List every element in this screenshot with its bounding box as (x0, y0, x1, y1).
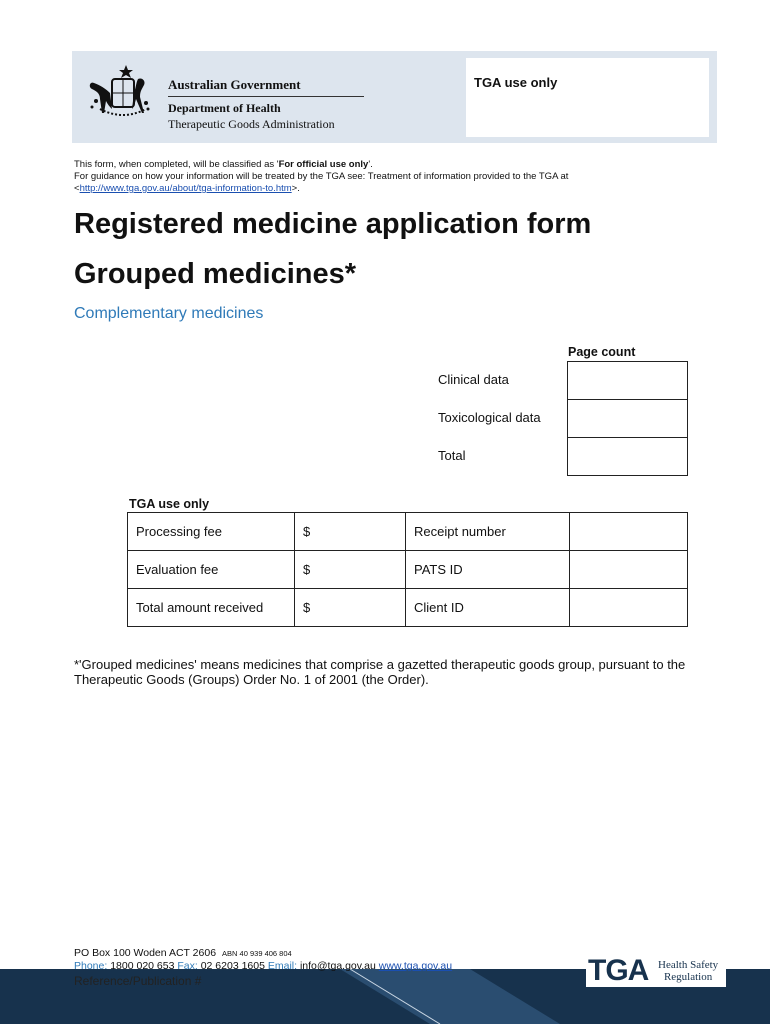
client-id-label: Client ID (406, 589, 570, 627)
receipt-number-label: Receipt number (406, 513, 570, 551)
clinical-data-field[interactable] (567, 361, 688, 400)
pats-id-field[interactable] (570, 551, 688, 589)
table-row (128, 589, 688, 627)
grouped-medicines-footnote: *'Grouped medicines' means medicines that comprise a gazetted therapeutic goods group, pursuant to the Therapeutic Goods (Groups) Order No. 1 of 2001 (the Order). (74, 657, 686, 687)
fax-label: Fax: (177, 960, 198, 972)
tga-logo-letters: TGA (588, 954, 649, 987)
tagline-line-2: Regulation (663, 971, 713, 983)
department-name: Department of Health (168, 101, 281, 115)
fax-number: 02 6203 1605 (200, 960, 265, 972)
tga-information-link[interactable]: http://www.tga.gov.au/about/tga-information-to.htm (79, 183, 292, 194)
header-band (72, 51, 717, 143)
toxicological-data-label: Toxicological data (438, 410, 541, 425)
footer-abn: ABN 40 939 406 804 (222, 949, 292, 958)
footer-address: PO Box 100 Woden ACT 2606 (74, 947, 217, 959)
pats-id-label: PATS ID (406, 551, 570, 589)
table-row (128, 551, 688, 589)
table-row (128, 513, 688, 551)
total-label: Total (438, 448, 466, 463)
phone-label: Phone: (74, 960, 108, 972)
notice-classification: For official use only (278, 159, 369, 170)
classification-notice (74, 159, 694, 195)
tga-logo (586, 955, 726, 987)
toxicological-data-field[interactable] (567, 399, 688, 438)
evaluation-fee-field[interactable]: $ (295, 551, 406, 589)
total-amount-field[interactable]: $ (295, 589, 406, 627)
total-amount-label: Total amount received (128, 589, 295, 627)
page-count-header: Page count (568, 345, 636, 359)
phone-number: 1800 020 653 (110, 960, 175, 972)
processing-fee-field[interactable]: $ (295, 513, 406, 551)
government-title: Australian Government (168, 77, 364, 97)
tga-use-only-box[interactable] (466, 58, 709, 137)
notice-text: This form, when completed, will be classified as ' (74, 159, 279, 170)
notice-text-end: '. (368, 159, 373, 170)
footer-contact-block (74, 947, 452, 973)
tga-logo-tagline (658, 959, 718, 983)
processing-fee-label: Processing fee (128, 513, 295, 551)
guidance-text: For guidance on how your information will be treated by the TGA see: Treatment of information provided to the TGA at (74, 171, 569, 182)
coat-of-arms-icon (86, 63, 150, 121)
website-link[interactable]: www.tga.gov.au (378, 960, 453, 972)
reference-publication: Reference/Publication # (74, 974, 202, 988)
fees-table-title: TGA use only (129, 497, 210, 511)
australian-government-logo (86, 63, 376, 133)
agency-name: Therapeutic Goods Administration (168, 117, 335, 131)
email-address[interactable]: info@tga.gov.au (299, 960, 376, 972)
fees-table (127, 512, 688, 627)
clinical-data-label: Clinical data (438, 372, 509, 387)
evaluation-fee-label: Evaluation fee (128, 551, 295, 589)
link-bracket-end: >. (291, 183, 300, 194)
total-field[interactable] (567, 437, 688, 476)
receipt-number-field[interactable] (570, 513, 688, 551)
page-subtitle-title: Grouped medicines* (74, 258, 357, 290)
client-id-field[interactable] (570, 589, 688, 627)
section-subtitle: Complementary medicines (74, 305, 264, 322)
tagline-line-1: Health Safety (658, 959, 719, 971)
link-bracket: < (74, 183, 80, 194)
tga-use-only-label: TGA use only (474, 75, 558, 90)
page-title: Registered medicine application form (74, 208, 592, 240)
email-label: Email: (267, 960, 298, 972)
